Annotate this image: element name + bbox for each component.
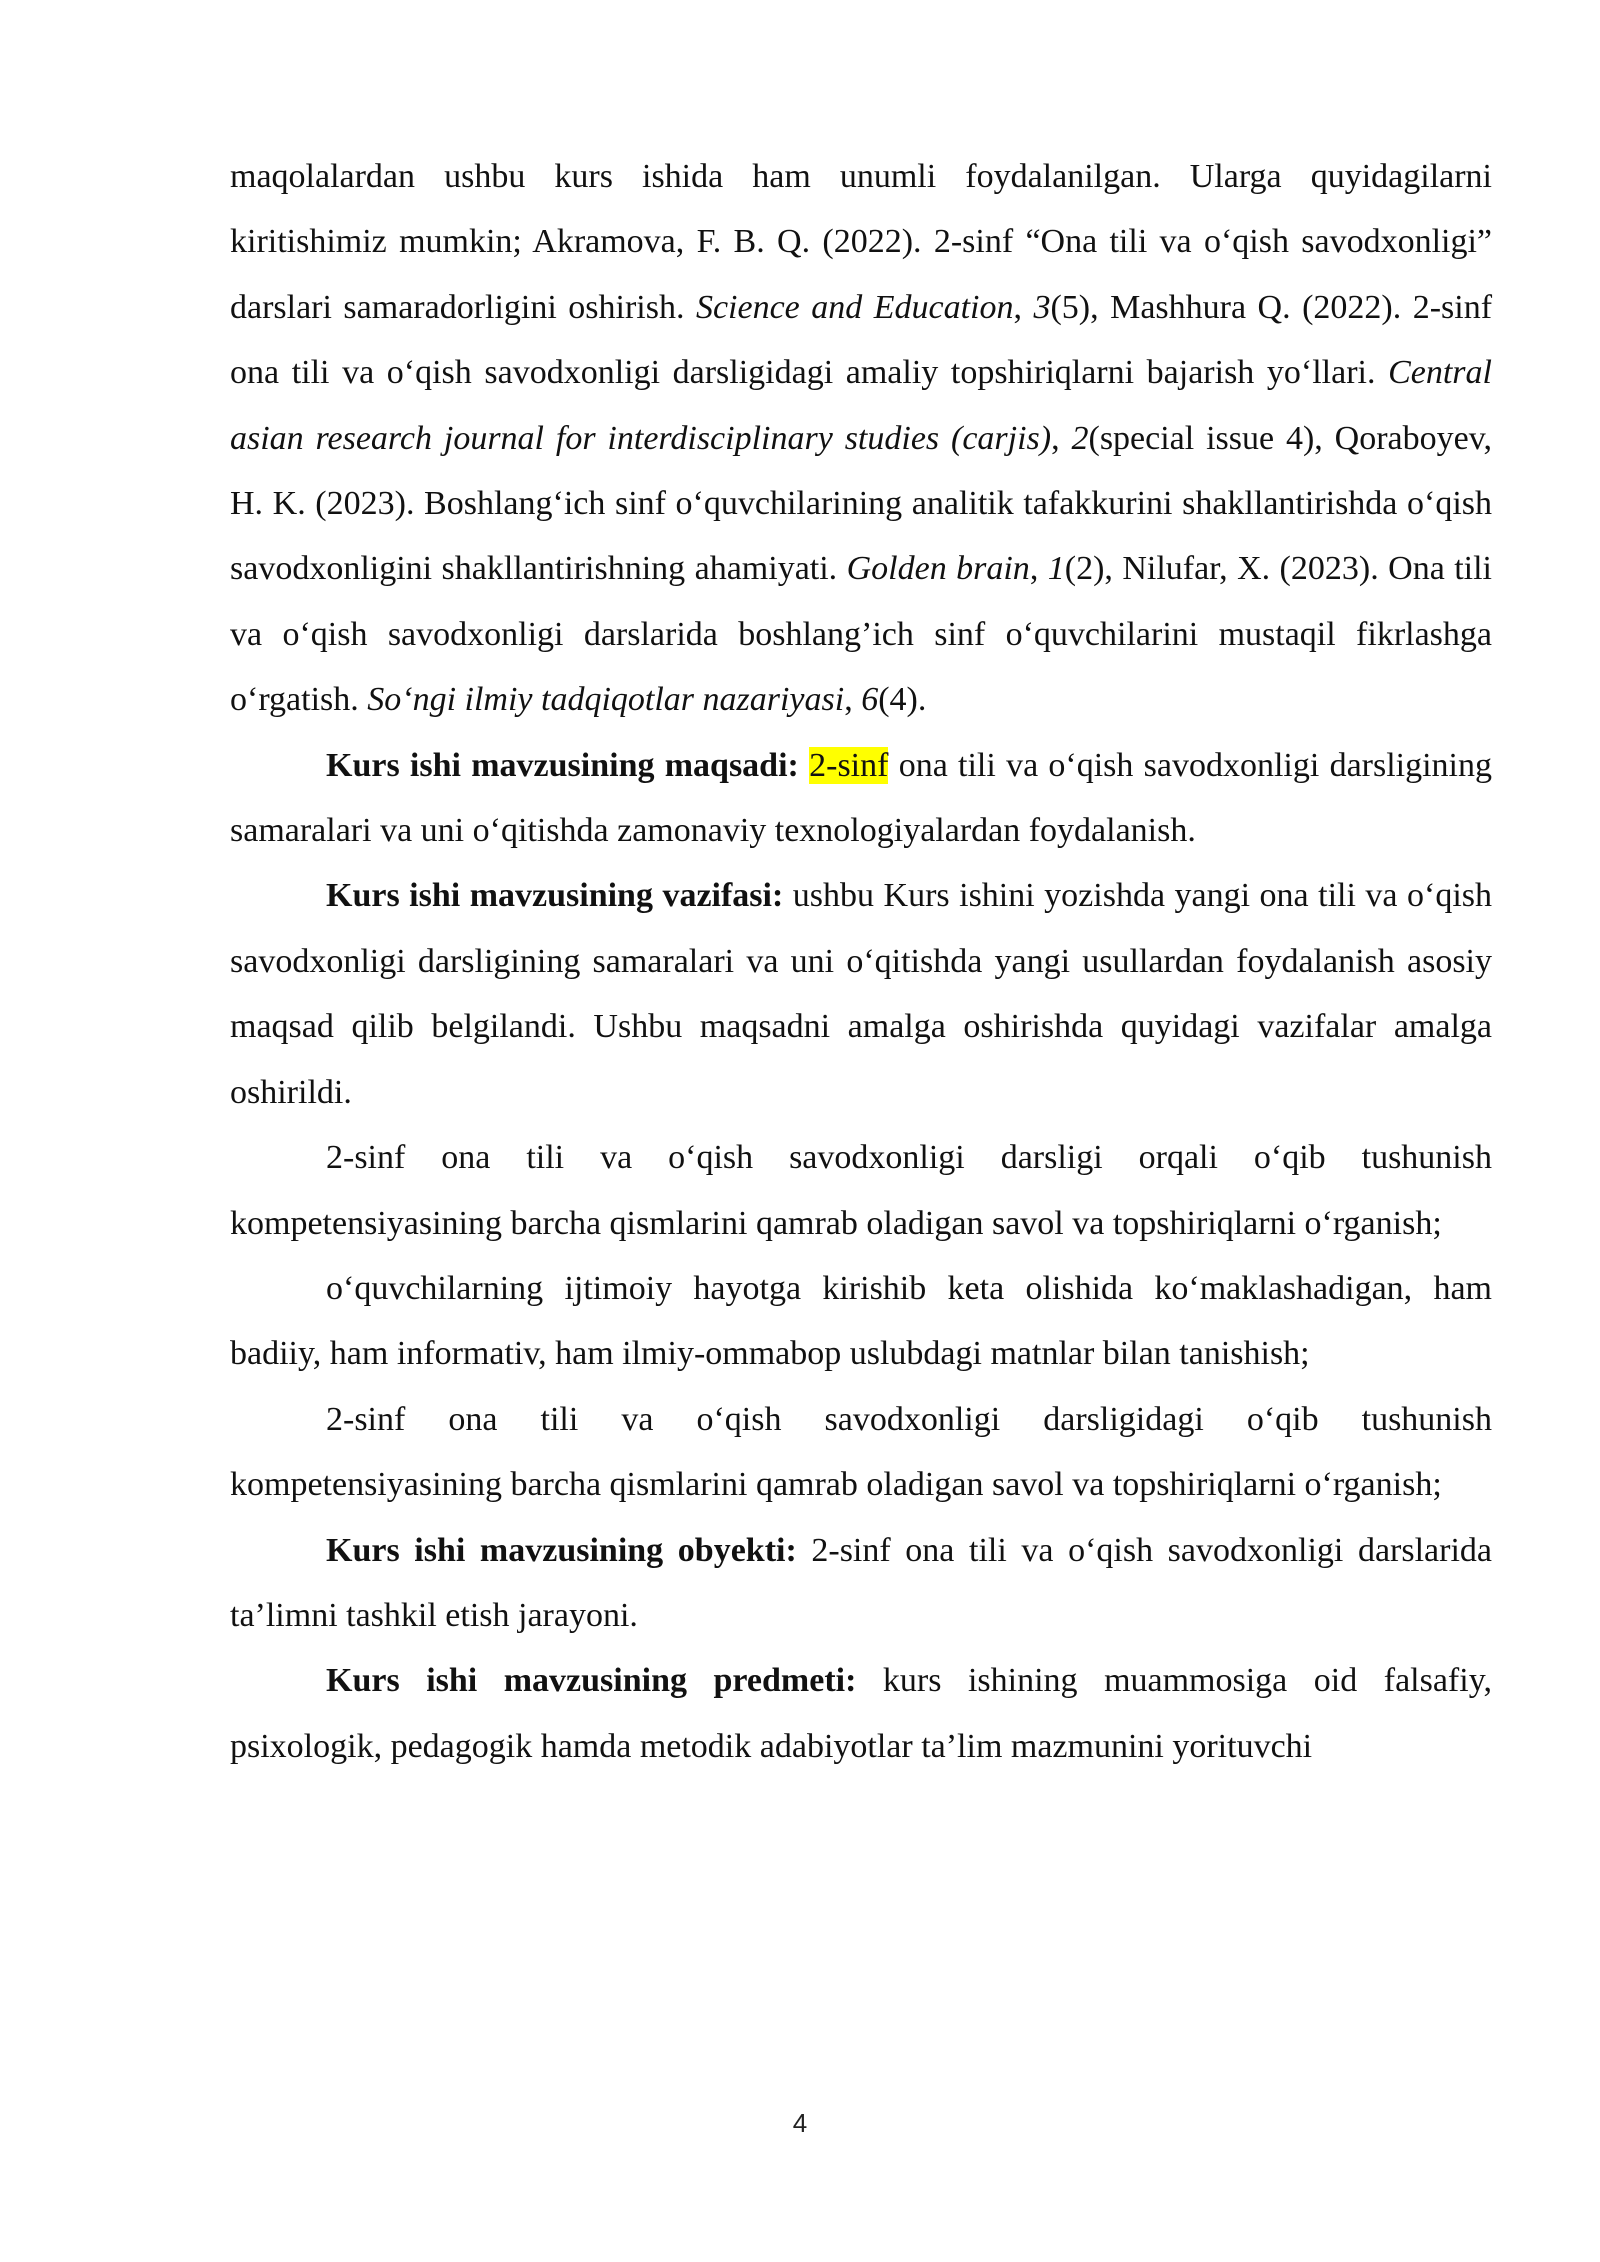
- text-run: ,: [1029, 550, 1048, 588]
- text-run: ,: [1013, 288, 1034, 326]
- paragraph-references: [230, 144, 1492, 733]
- volume-number: 6: [861, 681, 879, 719]
- volume-number: 2: [1071, 419, 1089, 457]
- paragraph-goal: [230, 733, 1492, 864]
- highlighted-text: 2-sinf: [809, 746, 889, 784]
- document-body: [230, 144, 1492, 1779]
- paragraph-object: [230, 1518, 1492, 1649]
- volume-number: 3: [1033, 288, 1051, 326]
- text-run: (special issue 4), Qoraboyev, H. K. (2023). Boshlang‘ich sinf o‘quvchilarining analitik tafakkurini shakllantirishda o‘qish savodxonligini shakllantirishning ahamiyati.: [230, 419, 1493, 588]
- page-number: 4: [792, 2108, 808, 2138]
- journal-title: Central asian research journal for interdisciplinary studies (carjis): [230, 354, 1492, 457]
- paragraph-task: [230, 863, 1492, 1125]
- list-item: 2-sinf ona tili va o‘qish savodxonligi darsligidagi o‘qib tushunish kompetensiyasining barcha qismlarini qamrab oladigan savol va topshiriqlarni o‘rganish;: [230, 1400, 1492, 1504]
- text-run: ,: [1051, 419, 1072, 457]
- text-run: (2), Nilufar, X. (2023). Ona tili va o‘qish savodxonligi darslarida boshlang’ich sinf o‘quvchilarini mustaqil fikrlashga o‘rgatish.: [230, 550, 1492, 719]
- object-heading: Kurs ishi mavzusining obyekti:: [326, 1531, 797, 1569]
- goal-text: ona tili va o‘qish savodxonligi darsligining samaralari va uni o‘qitishda zamonaviy texnologiyalardan foydalanish.: [230, 746, 1493, 850]
- list-item: o‘quvchilarning ijtimoiy hayotga kirishib keta olishida ko‘maklashadigan, ham badiiy, ham informativ, ham ilmiy-ommabop uslubdagi matnlar bilan tanishish;: [230, 1269, 1492, 1373]
- text-run: (5), Mashhura Q. (2022). 2-sinf ona tili va o‘qish savodxonligi darsligidagi amaliy topshiriqlarni bajarish yo‘llari.: [230, 288, 1493, 392]
- journal-title: Science and Education: [695, 288, 1014, 326]
- paragraph-subject: [230, 1648, 1492, 1779]
- volume-number: 1: [1047, 550, 1065, 588]
- text-run: maqolalardan ushbu kurs ishida ham unumli foydalanilgan. Ularga quyidagilarni kiritishimiz mumkin; Akramova, F. B. Q. (2022). 2-sinf “Ona tili va o‘qish savodxonligi” darslari samaradorligini oshirish.: [230, 158, 1492, 326]
- list-item: 2-sinf ona tili va o‘qish savodxonligi darsligi orqali o‘qib tushunish kompetensiyasining barcha qismlarini qamrab oladigan savol va topshiriqlarni o‘rganish;: [230, 1139, 1492, 1242]
- text-run: (4).: [878, 681, 927, 719]
- task-text: ushbu Kurs ishini yozishda yangi ona tili va o‘qish savodxonligi darsligining samaralari va uni o‘qitishda yangi usullardan foydalanish asosiy maqsad qilib belgilandi. Ushbu maqsadni amalga oshirishda quyidagi vazifalar amalga oshirildi.: [230, 877, 1492, 1111]
- journal-title: Golden brain: [846, 550, 1030, 588]
- subject-heading: Kurs ishi mavzusining predmeti:: [326, 1662, 857, 1700]
- goal-heading: Kurs ishi mavzusining maqsadi:: [326, 746, 799, 784]
- subject-text: kurs ishining muammosiga oid falsafiy, psixologik, pedagogik hamda metodik adabiyotlar ta’lim mazmunini yorituvchi: [230, 1662, 1492, 1765]
- task-heading: Kurs ishi mavzusining vazifasi:: [326, 877, 784, 915]
- journal-title: So‘ngi ilmiy tadqiqotlar nazariyasi: [367, 681, 845, 719]
- object-text: 2-sinf ona tili va o‘qish savodxonligi darslarida ta’limni tashkil etish jarayoni.: [230, 1531, 1492, 1634]
- text-run: ,: [844, 681, 862, 719]
